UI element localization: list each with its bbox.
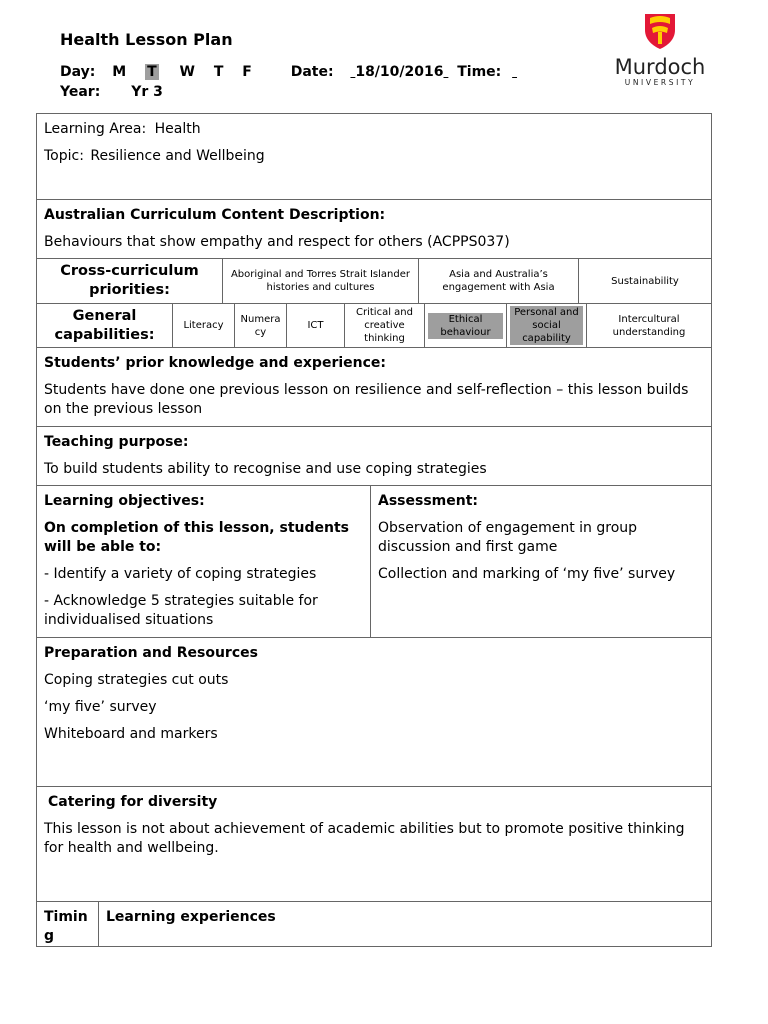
day-tuesday-selected: T	[147, 64, 157, 80]
prior-knowledge-row	[37, 348, 711, 427]
day-wednesday: W	[179, 64, 195, 80]
date-label: Date:	[290, 64, 334, 80]
teaching-purpose-value: To build students ability to recognise and use coping strategies	[44, 461, 487, 477]
objective-item: - Acknowledge 5 strategies suitable for individualised situations	[44, 593, 318, 628]
resources-row	[37, 638, 711, 787]
curriculum-label: Australian Curriculum Content Description:	[44, 207, 386, 223]
lesson-plan-table	[36, 113, 712, 947]
learning-experiences-label: Learning experiences	[106, 909, 276, 925]
capability-critical-thinking: Critical and creative thinking	[345, 304, 425, 347]
logo-subtitle: UNIVERSITY	[624, 78, 696, 87]
objectives-cell	[37, 486, 371, 637]
time-value	[512, 64, 538, 80]
general-capabilities-label: General capabilities:	[37, 304, 173, 347]
topic-label: Topic:	[44, 148, 84, 164]
day-thursday: T	[213, 64, 224, 80]
learning-area-row	[37, 114, 711, 200]
capability-ethical-behaviour: Ethical behaviour	[425, 304, 507, 347]
teaching-purpose-label: Teaching purpose:	[44, 434, 189, 450]
capability-literacy: Literacy	[173, 304, 235, 347]
day-friday: F	[242, 64, 252, 80]
curriculum-value: Behaviours that show empathy and respect for others (ACPPS037)	[44, 234, 510, 250]
day-label: Day:	[60, 64, 96, 80]
learning-area-label: Learning Area:	[44, 121, 147, 137]
murdoch-logo	[612, 12, 708, 92]
diversity-row	[37, 787, 711, 902]
timing-label: Timing	[37, 902, 99, 946]
assessment-label: Assessment:	[378, 493, 479, 509]
teaching-purpose-row	[37, 427, 711, 486]
learning-experiences-row	[37, 902, 711, 946]
learning-area-value: Health	[154, 121, 201, 137]
capability-intercultural: Intercultural understanding	[612, 313, 686, 338]
date-value: 18/10/2016	[355, 64, 444, 80]
topic-value: Resilience and Wellbeing	[90, 148, 265, 164]
capability-personal-social: Personal and social capability	[507, 304, 587, 347]
diversity-label: Catering for diversity	[48, 794, 218, 810]
year-value: Yr 3	[131, 84, 163, 96]
assessment-item: Observation of engagement in group discussion and first game	[378, 520, 638, 555]
objectives-intro: On completion of this lesson, students will be able to:	[44, 520, 349, 555]
priority-sustainability: Sustainability	[611, 275, 679, 287]
cross-curriculum-label: Cross-curriculum priorities:	[37, 259, 223, 303]
assessment-item: Collection and marking of ‘my five’ survey	[378, 566, 676, 582]
logo-name: Murdoch	[614, 55, 706, 79]
priority-aboriginal: Aboriginal and Torres Strait Islander histories and cultures	[223, 259, 419, 303]
resource-item: ‘my five’ survey	[44, 699, 157, 715]
resource-item: Coping strategies cut outs	[44, 672, 229, 688]
objectives-assessment-row	[37, 486, 711, 638]
diversity-value: This lesson is not about achievement of academic abilities but to promote positive thinking for health and wellbeing.	[44, 821, 685, 856]
assessment-cell	[371, 486, 711, 637]
objective-item: - Identify a variety of coping strategies	[44, 566, 317, 582]
objectives-label: Learning objectives:	[44, 493, 205, 509]
year-line	[60, 84, 163, 96]
day-date-line	[60, 64, 538, 80]
resources-label: Preparation and Resources	[44, 645, 258, 661]
year-label: Year:	[60, 84, 101, 96]
cross-curriculum-row	[37, 259, 711, 304]
crest-icon	[643, 12, 677, 50]
capability-ict: ICT	[287, 304, 345, 347]
priority-asia: Asia and Australia’s engagement with Asia	[419, 259, 579, 303]
time-label: Time:	[457, 64, 502, 80]
prior-knowledge-label: Students’ prior knowledge and experience:	[44, 355, 387, 371]
prior-knowledge-value: Students have done one previous lesson on resilience and self-reflection – this lesson builds on the previous lesson	[44, 382, 689, 417]
day-monday: M	[112, 64, 127, 80]
document-title: Health Lesson Plan	[60, 30, 233, 49]
resource-item: Whiteboard and markers	[44, 726, 218, 742]
curriculum-row	[37, 200, 711, 259]
general-capabilities-row	[37, 304, 711, 348]
capability-numeracy: Numeracy	[235, 304, 287, 347]
